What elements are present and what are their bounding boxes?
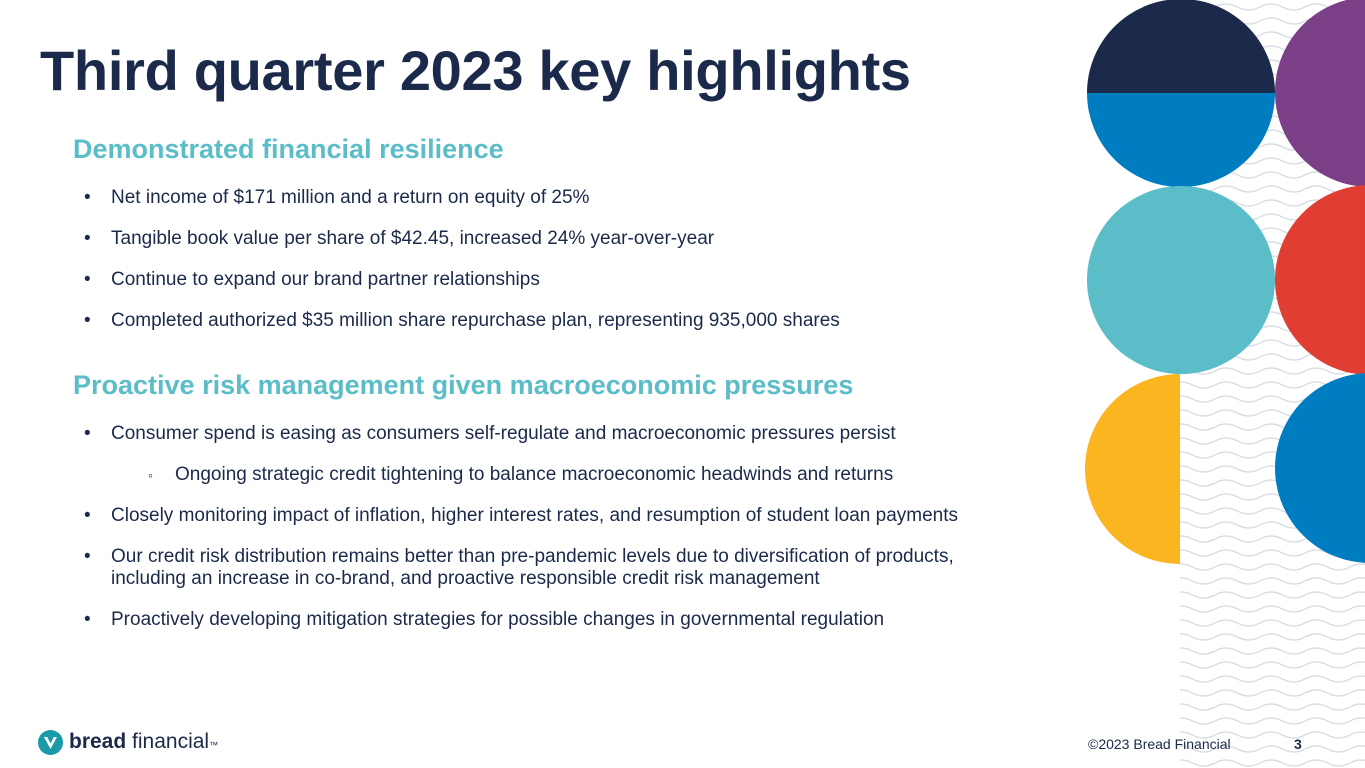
bullet-item [82,423,1022,445]
risk-management-bullet-list [82,423,1022,631]
section-heading-risk-management: Proactive risk management given macroeconomic pressures [73,370,854,400]
financial-resilience-bullet-list [82,187,840,332]
yellow-half-circle [1085,374,1180,564]
copyright-notice: ©2023 Bread Financial [1088,736,1231,752]
bread-financial-logo-icon [38,730,63,755]
bullet-glyph: • [84,310,91,331]
bullet-glyph: • [84,269,91,290]
bullet-item [82,228,840,250]
teal-circle [1087,186,1275,374]
bullet-text: Completed authorized $35 million share repurchase plan, representing 935,000 shares [111,310,840,331]
bullet-text: Tangible book value per share of $42.45, increased 24% year-over-year [111,228,715,249]
page-number: 3 [1294,736,1302,752]
bullet-text: Proactively developing mitigation strategies for possible changes in governmental regulation [111,609,885,630]
sub-bullet-item [82,464,1022,486]
bullet-text: Ongoing strategic credit tightening to balance macroeconomic headwinds and returns [175,464,894,485]
bullet-glyph: • [84,546,91,567]
bullet-glyph: • [84,423,91,444]
bullet-item [82,269,840,291]
bullet-item [82,609,1022,631]
section-heading-financial-resilience: Demonstrated financial resilience [73,134,504,164]
bullet-text: Consumer spend is easing as consumers self-regulate and macroeconomic pressures persist [111,423,896,444]
bullet-item [82,187,840,209]
trademark-mark: ™ [209,740,219,750]
bullet-item [82,546,1022,590]
bullet-item [82,310,840,332]
bread-financial-logo [38,729,218,755]
bullet-glyph: • [84,228,91,249]
logo-wordmark-bold: bread [69,730,127,753]
logo-wordmark [69,730,218,754]
page-title: Third quarter 2023 key highlights [40,39,911,102]
bullet-glyph: • [84,187,91,208]
sub-bullet-glyph: ◦ [148,467,153,483]
bullet-glyph: • [84,505,91,526]
logo-wordmark-light: financial [132,730,210,753]
bullet-glyph: • [84,609,91,630]
bullet-text: Our credit risk distribution remains better than pre-pandemic levels due to diversification of products, including an increase in co-brand, and proactive responsible credit risk management [111,546,954,589]
decorative-circles-graphic [1075,0,1365,768]
bullet-item [82,505,1022,527]
bullet-text: Continue to expand our brand partner relationships [111,269,540,290]
bullet-text: Net income of $171 million and a return on equity of 25% [111,187,590,208]
bullet-text: Closely monitoring impact of inflation, higher interest rates, and resumption of student loan payments [111,505,959,526]
